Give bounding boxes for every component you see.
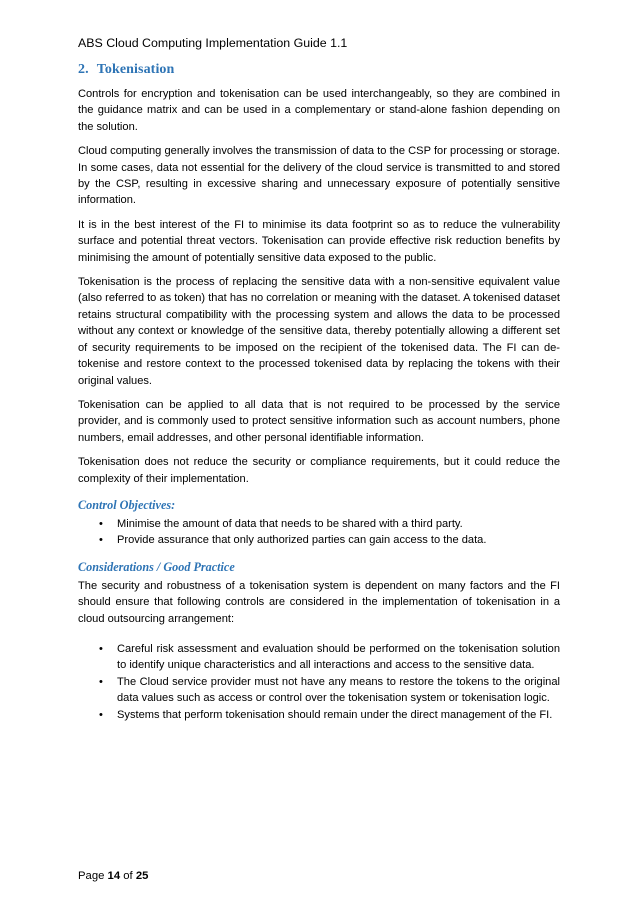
list-item-text: Careful risk assessment and evaluation should be performed on the tokenisation solution to identify unique characteristics and all interactions and access to the sensitive data. [117, 642, 560, 672]
bullet-icon: • [99, 534, 103, 547]
page-total: 25 [135, 870, 149, 882]
section-heading [78, 62, 560, 78]
paragraph: Tokenisation is the process of replacing the sensitive data with a non-sensitive equivalent value (also referred to as token) that has no correlation or meaning with the dataset. A tokenised dataset retains structural compatibility with the processing system and allows the data to be processed without any context or knowledge of the sensitive data, thereby potentially allowing a different set of security requirements to be imposed on the recipient of the tokenised data. The FI can de-tokenise and restore context to the processed tokenised data by replacing the tokens with their original values. [78, 276, 560, 387]
bullet-icon: • [99, 642, 103, 655]
control-objectives-heading: Control Objectives: [78, 497, 176, 512]
considerations-heading: Considerations / Good Practice [78, 559, 235, 574]
paragraph: It is in the best interest of the FI to minimise its data footprint so as to reduce the vulnerability surface and potential threat vectors. Tokenisation can provide effective risk reduction benefits by minimising the amount of potentially sensitive data exposed to the public. [78, 218, 560, 264]
main-content [78, 62, 560, 729]
paragraph: Cloud computing generally involves the transmission of data to the CSP for processing or storage. In some cases, data not essential for the delivery of the cloud service is transmitted to and stored by the CSP, resulting in excessive sharing and unnecessary exposure of potentially sensitive information. [78, 145, 560, 207]
paragraph: Controls for encryption and tokenisation can be used interchangeably, so they are combined in the guidance matrix and can be used in a complementary or stand-alone fashion depending on the solution. [78, 88, 560, 133]
paragraph: Tokenisation does not reduce the security or compliance requirements, but it could reduce the complexity of their implementation. [78, 456, 560, 485]
list-item-text: The Cloud service provider must not have any means to restore the tokens to the original data values such as access or control over the tokenisation system or tokenisation logic. [117, 675, 560, 705]
running-header: ABS Cloud Computing Implementation Guide 1.1 [78, 36, 348, 50]
list-item [78, 532, 560, 548]
considerations-intro: The security and robustness of a tokenisation system is dependent on many factors and the FI should ensure that following controls are considered in the implementation of tokenisation in a cloud outsourcing arrangement: [78, 579, 560, 625]
paragraph: Tokenisation can be applied to all data that is not required to be processed by the service provider, and is commonly used to protect sensitive information such as account numbers, phone numbers, email addresses, and other personal identifiable information. [78, 398, 560, 444]
of-word: of [123, 870, 133, 882]
list-item [78, 641, 560, 674]
bullet-icon: • [99, 708, 103, 721]
page-word: Page [78, 870, 105, 882]
list-item-text: Systems that perform tokenisation should remain under the direct management of the FI. [117, 708, 553, 721]
list-item-text: Minimise the amount of data that needs to be shared with a third party. [117, 517, 463, 530]
page-footer [78, 870, 148, 882]
list-item-text: Provide assurance that only authorized parties can gain access to the data. [117, 534, 487, 547]
page-number: 14 [107, 870, 121, 882]
bullet-icon: • [99, 517, 103, 530]
considerations-list [78, 641, 560, 723]
section-number: 2. [78, 62, 89, 77]
list-item [78, 516, 560, 532]
list-item [78, 674, 560, 707]
bullet-icon: • [99, 675, 103, 688]
control-objectives-list [78, 516, 560, 549]
section-title: Tokenisation [96, 62, 175, 77]
list-item [78, 707, 560, 723]
